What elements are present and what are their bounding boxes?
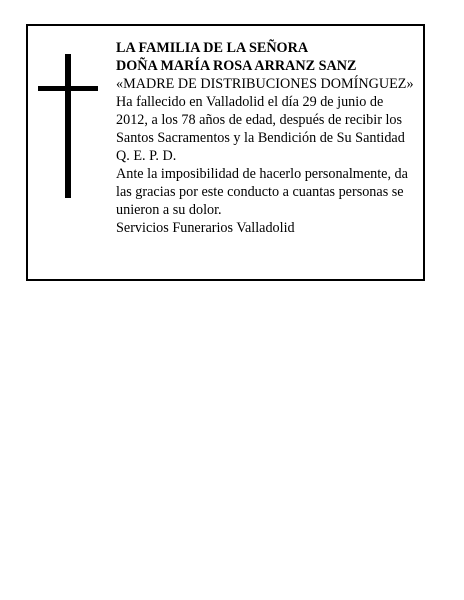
company-quote: «MADRE DE DISTRIBUCIONES DOMÍNGUEZ» xyxy=(116,76,414,92)
cross-horizontal-bar xyxy=(38,86,98,91)
family-heading: LA FAMILIA DE LA SEÑORA xyxy=(116,40,309,56)
funeral-home-signature: Servicios Funerarios Valladolid xyxy=(116,220,295,236)
thanks-paragraph: Ante la imposibilidad de hacerlo personalmente, da las gracias por este conducto a cuantas personas se unieron a su dolor. xyxy=(116,166,408,218)
deceased-name: DOÑA MARÍA ROSA ARRANZ SANZ xyxy=(116,58,357,74)
death-announcement: Ha fallecido en Valladolid el día 29 de junio de 2012, a los 78 años de edad, después de recibir los Santos Sacramentos y la Bendición de Su Santidad xyxy=(116,94,405,146)
cross-icon xyxy=(38,54,98,198)
qepd: Q. E. P. D. xyxy=(116,148,177,164)
cross-vertical-bar xyxy=(65,54,71,198)
obituary-notice xyxy=(26,24,425,281)
notice-text xyxy=(116,39,416,237)
